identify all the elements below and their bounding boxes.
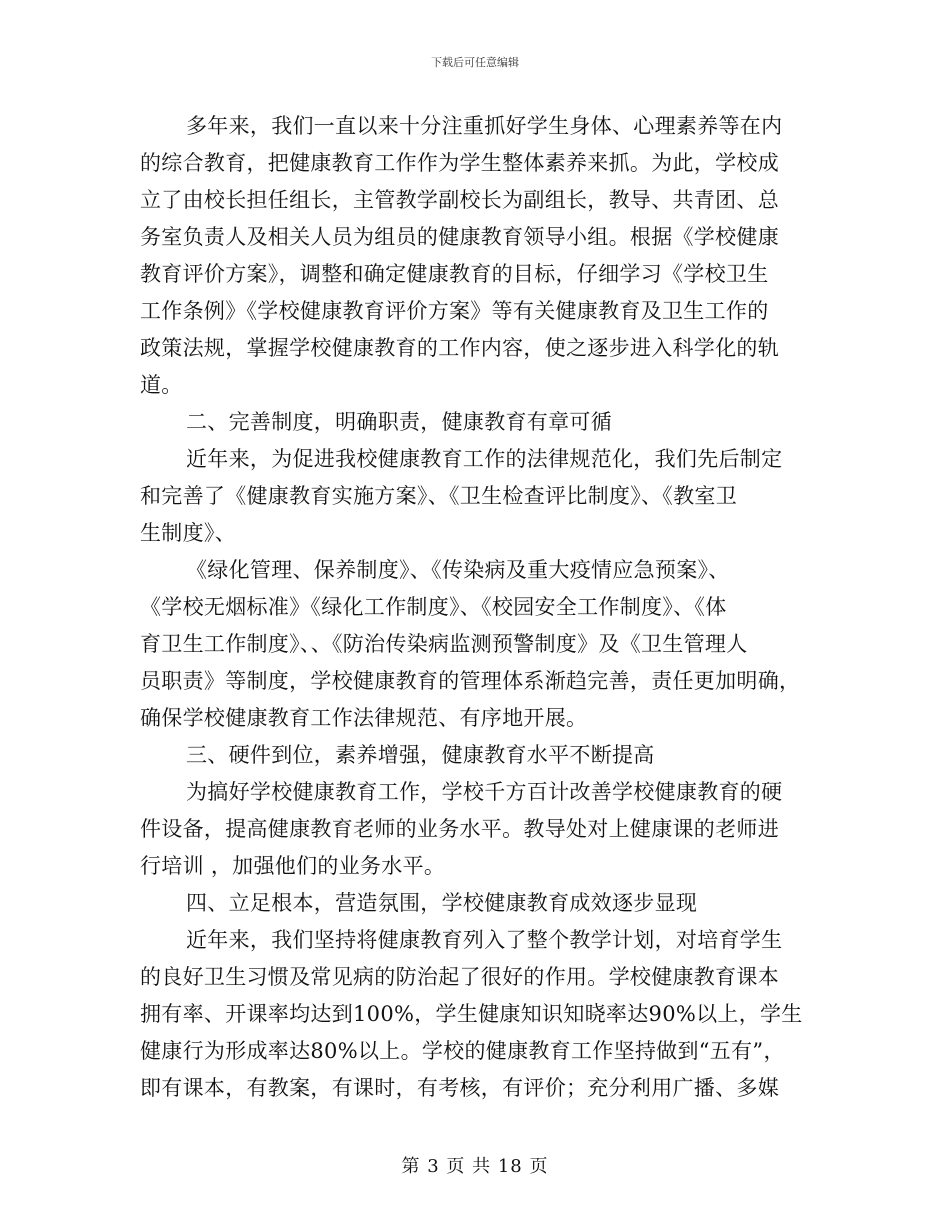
text-line: 道。 [140,373,183,397]
text-line: 的综合教育，把健康教育工作作为学生整体素养来抓。为此，学校成 [140,151,779,175]
text-line: 工作条例》《学校健康教育评价方案》等有关健康教育及卫生工作的 [140,299,769,323]
text-line: 为搞好学校健康教育工作，学校千方百计改善学校健康教育的硬 [186,780,783,804]
paragraph-regulations [140,441,808,552]
document-body [140,108,808,1107]
text-line: 育卫生工作制度》、、《防治传染病监测预警制度》及《卫生管理人 [140,632,748,656]
text-line: 教育评价方案》，调整和确定健康教育的目标，仔细学习《学校卫生 [140,262,769,286]
text-line: 件设备，提高健康教育老师的业务水平。教导处对上健康课的老师进 [140,817,779,841]
text-line: 立了由校长担任组长，主管教学副校长为副组长，教导、共青团、总 [140,188,779,212]
text-line: 多年来，我们一直以来十分注重抓好学生身体、心理素养等在内 [186,114,783,138]
section-heading-2 [140,404,808,441]
section-heading-4 [140,885,808,922]
page-header: 下载后可任意编辑 [431,56,519,69]
text-line: 近年来，为促进我校健康教育工作的法律规范化，我们先后制定 [186,447,783,471]
heading-line: 四、立足根本，营造氛围，学校健康教育成效逐步显现 [186,891,698,915]
text-line: 《绿化管理、保养制度》、《传染病及重大疫情应急预案》、 [186,558,730,582]
paragraph-regulations-list [140,552,808,737]
heading-line: 三、硬件到位，素养增强，健康教育水平不断提高 [186,743,655,767]
text-line: 近年来，我们坚持将健康教育列入了整个教学计划，对培育学生 [186,928,783,952]
text-line: 《学校无烟标准》《绿化工作制度》、《校园安全工作制度》、《体 [140,595,727,619]
text-line: 政策法规，掌握学校健康教育的工作内容，使之逐步进入科学化的轨 [140,336,779,360]
page-footer: 第 3 页 共 18 页 [401,1156,549,1177]
text-line: 生制度》、 [140,521,236,545]
text-line: 行培训 ，加强他们的业务水平。 [140,854,446,878]
text-line: 的良好卫生习惯及常见病的防治起了很好的作用。学校健康教育课本 [140,965,779,989]
text-line: 健康行为形成率达80%以上。学校的健康教育工作坚持做到“五有”， [140,1039,785,1063]
text-line: 拥有率、开课率均达到100%，学生健康知识知晓率达90%以上，学生 [140,1002,803,1026]
section-heading-3 [140,737,808,774]
text-line: 确保学校健康教育工作法律规范、有序地开展。 [140,706,588,730]
paragraph-intro [140,108,808,404]
heading-line: 二、完善制度，明确职责，健康教育有章可循 [186,410,612,434]
paragraph-hardware [140,774,808,885]
text-line: 务室负责人及相关人员为组员的健康教育领导小组。根据《学校健康 [140,225,779,249]
paragraph-results [140,922,808,1107]
text-line: 员职责》等制度，学校健康教育的管理体系渐趋完善，责任更加明确， [140,669,801,693]
text-line: 和完善了《健康教育实施方案》、《卫生检查评比制度》、《教室卫 [140,484,737,508]
text-line: 即有课本，有教案，有课时，有考核，有评价；充分利用广播、多媒 [140,1076,779,1100]
